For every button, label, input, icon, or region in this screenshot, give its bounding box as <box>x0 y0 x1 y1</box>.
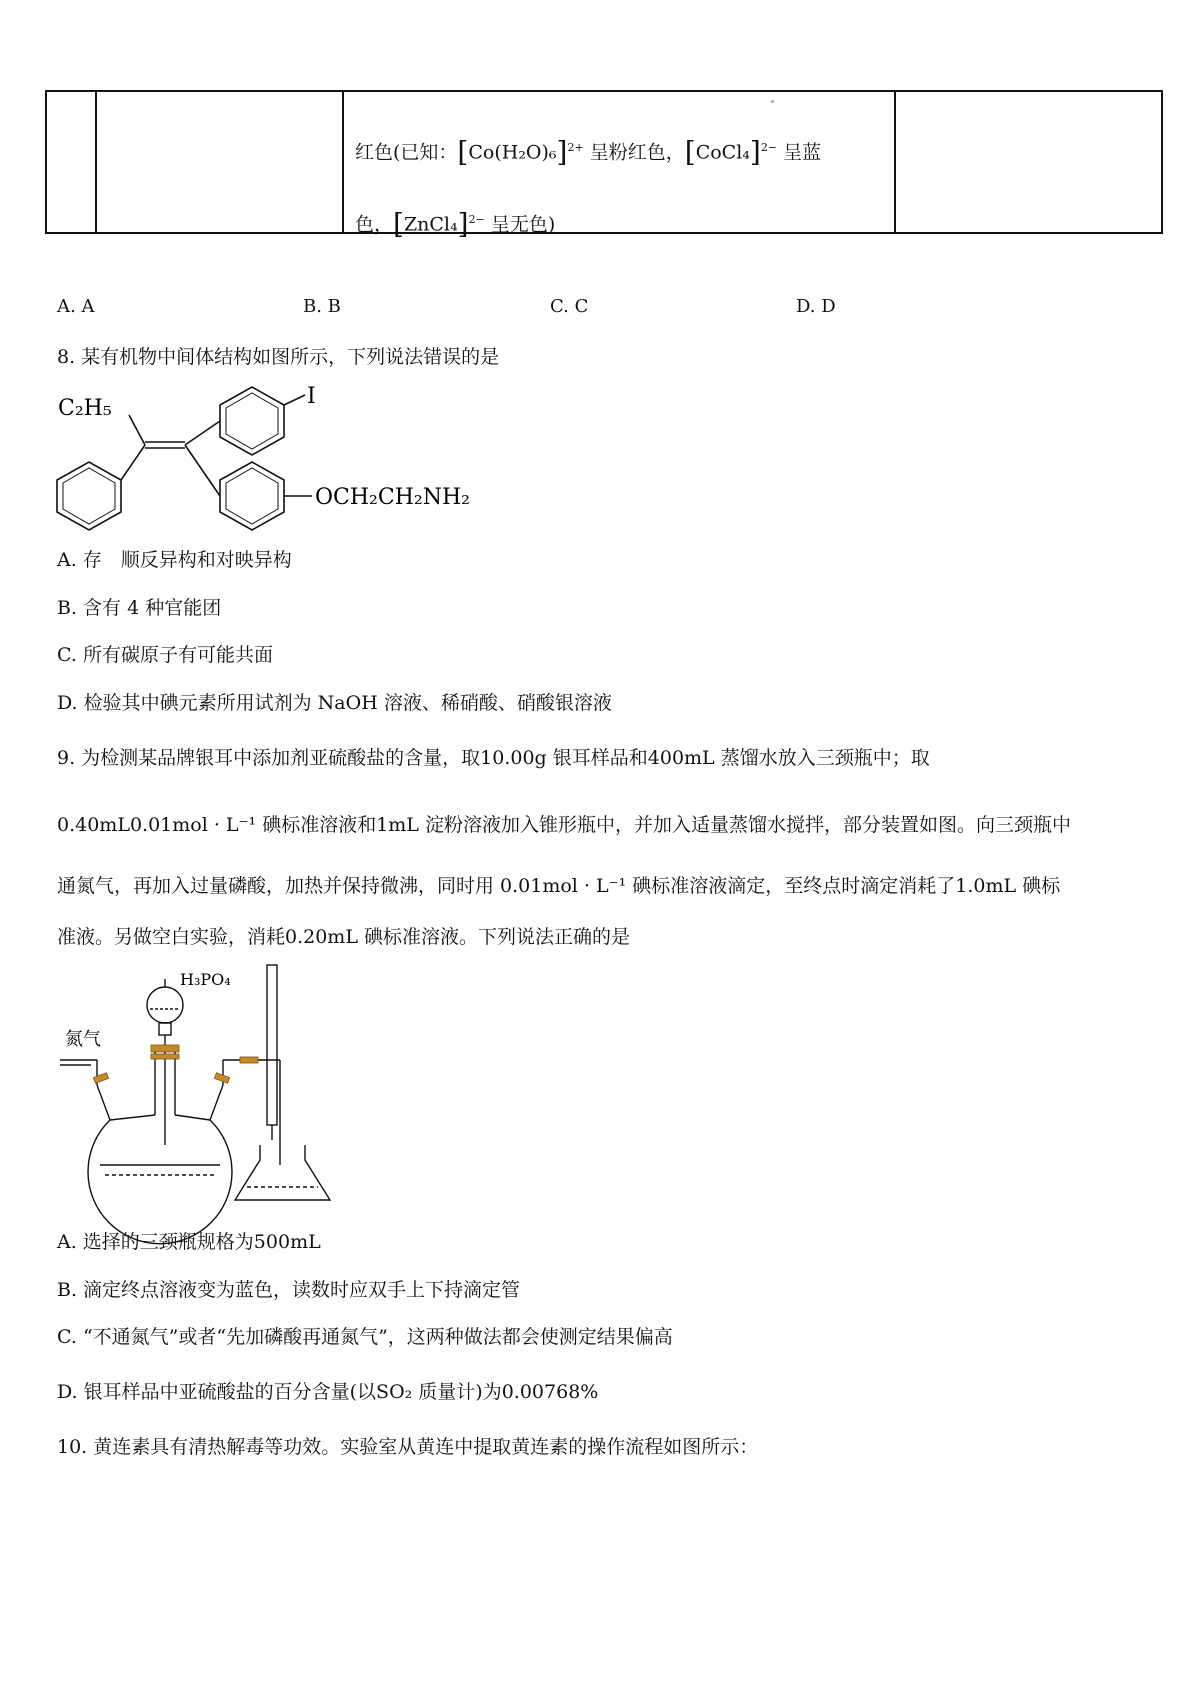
label-ether-chain: OCH₂CH₂NH₂ <box>315 485 470 510</box>
separatory-funnel <box>147 987 183 1023</box>
table-text-line-2 <box>355 184 865 256</box>
table-text-line-1 <box>355 112 865 184</box>
bracket: [ <box>393 207 404 241</box>
bond-to-left-ring <box>121 445 145 480</box>
three-neck-flask <box>88 1120 232 1244</box>
scan-speck <box>771 100 774 103</box>
label-h3po4: H₃PO₄ <box>180 970 231 989</box>
bond-to-ethyl <box>129 415 145 445</box>
q7-option-b: B. B <box>303 296 341 317</box>
charge: 2− <box>468 213 485 226</box>
benzene-ring-upper <box>220 387 284 455</box>
q9-stem-line-1: 9. 为检测某品牌银耳中添加剂亚硫酸盐的含量，取10.00g 银耳样品和400mL 蒸馏水放入三颈瓶中；取 <box>57 747 930 769</box>
q9-stem-line-2: 0.40mL0.01mol · L⁻¹ 碘标准溶液和1mL 淀粉溶液加入锥形瓶中，并加入适量蒸馏水搅拌，部分装置如图。向三颈瓶中 <box>57 814 1071 836</box>
q9-option-c: C. “不通氮气”或者“先加磷酸再通氮气”，这两种做法都会使测定结果偏高 <box>57 1326 673 1348</box>
q9-option-d: D. 银耳样品中亚硫酸盐的百分含量(以SO₂ 质量计)为0.00768% <box>57 1381 599 1403</box>
text-segment: 红色(已知： <box>355 141 458 164</box>
table-cell-conclusion <box>895 91 1162 233</box>
label-nitrogen: 氮气 <box>65 1029 101 1050</box>
co-complex-formula: Co(H₂O)₆ <box>468 141 557 164</box>
bond-to-iodine <box>284 395 305 405</box>
table-phenomenon-text <box>355 112 865 256</box>
conical-flask <box>235 1145 330 1200</box>
bracket: ] <box>457 207 469 241</box>
benzene-ring-left <box>57 462 121 530</box>
rubber-stopper <box>151 1045 179 1052</box>
q9-stem-line-4: 准液。另做空白实验，消耗0.20mL 碘标准溶液。下列说法正确的是 <box>57 926 630 948</box>
burette <box>267 965 277 1125</box>
q8-stem: 8. 某有机物中间体结构如图所示，下列说法错误的是 <box>57 346 500 368</box>
benzene-ring-lower <box>220 462 284 530</box>
q8-option-c: C. 所有碳原子有可能共面 <box>57 644 273 666</box>
q8-option-a: A. 存 顺反异构和对映异构 <box>57 549 292 571</box>
q7-option-d: D. D <box>796 296 836 317</box>
bracket: ] <box>749 135 761 169</box>
q9-stem-line-3: 通氮气，再加入过量磷酸，加热并保持微沸，同时用 0.01mol · L⁻¹ 碘标准溶液滴定，至终点时滴定消耗了1.0mL 碘标 <box>57 875 1061 897</box>
bracket: [ <box>457 135 469 169</box>
q9-option-b: B. 滴定终点溶液变为蓝色，读数时应双手上下持滴定管 <box>57 1279 521 1301</box>
text-segment: 呈无色) <box>484 213 556 236</box>
charge: 2+ <box>567 141 584 154</box>
bracket: [ <box>684 135 696 169</box>
text-segment: 呈蓝 <box>777 141 822 164</box>
q7-option-a: A. A <box>57 296 95 317</box>
funnel-stopcock <box>159 1023 171 1035</box>
charge: 2− <box>760 141 778 154</box>
q10-stem: 10. 黄连素具有清热解毒等功效。实验室从黄连中提取黄连素的操作流程如图所示： <box>57 1436 759 1458</box>
q8-option-d: D. 检验其中碘元素所用试剂为 NaOH 溶液、稀硝酸、硝酸银溶液 <box>57 692 612 714</box>
label-iodine: I <box>307 384 316 409</box>
q7-option-c: C. C <box>550 296 589 317</box>
text-segment: 色， <box>355 213 394 236</box>
bond-to-upper-ring <box>185 421 220 445</box>
table-cell-index <box>46 91 96 233</box>
text-segment: 呈粉红色， <box>583 141 685 164</box>
label-c2h5: C₂H₅ <box>58 396 112 421</box>
q9-apparatus-diagram <box>55 965 375 1200</box>
q8-structure-diagram <box>55 384 470 535</box>
table-cell-operation <box>96 91 343 233</box>
q8-option-b: B. 含有 4 种官能团 <box>57 597 222 619</box>
zncl-complex-formula: ZnCl₄ <box>403 213 458 236</box>
cocl-complex-formula: CoCl₄ <box>695 141 750 164</box>
q9-option-a: A. 选择的三颈瓶规格为500mL <box>57 1231 321 1253</box>
bond-to-lower-ring <box>185 445 220 496</box>
bracket: ] <box>556 135 568 169</box>
